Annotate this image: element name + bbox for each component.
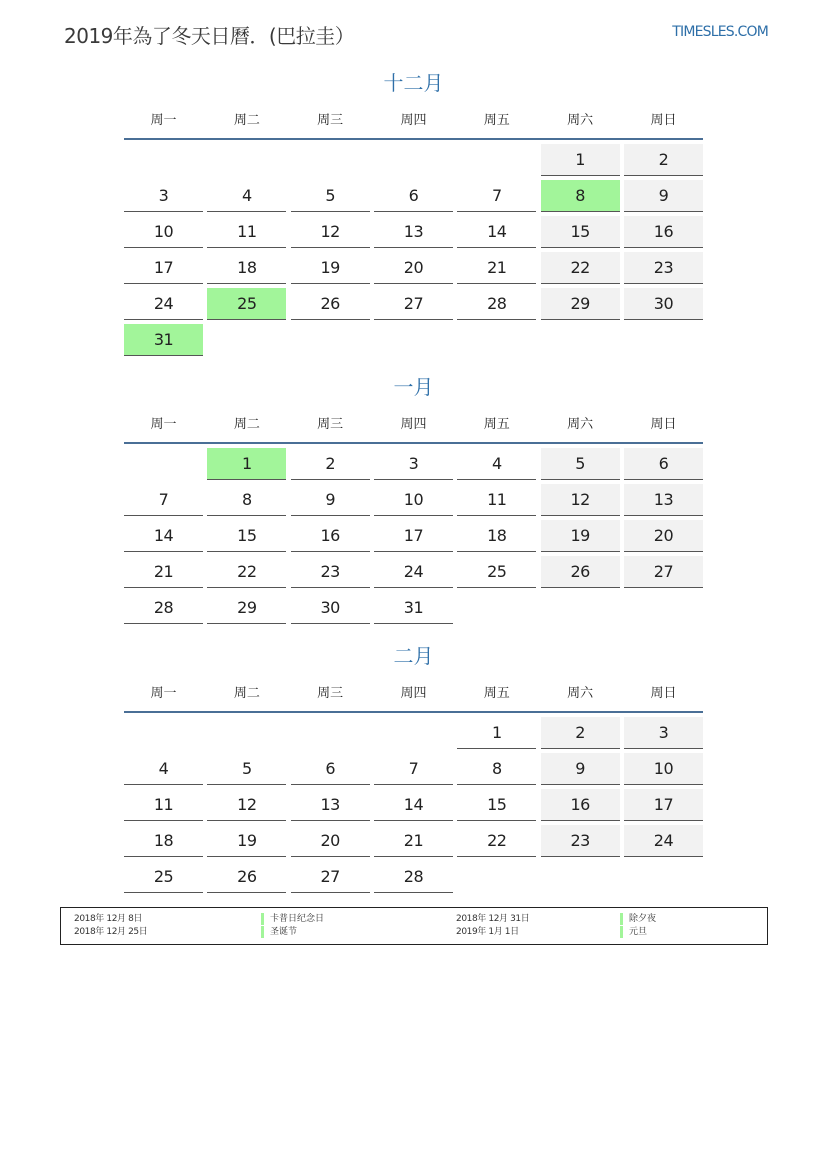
weekday-label: 周三 xyxy=(317,416,344,432)
day-cell[interactable]: 17 xyxy=(624,789,703,821)
weekday-label: 周三 xyxy=(317,685,344,701)
month-december xyxy=(124,68,703,356)
legend-holiday-name: 除夕夜 xyxy=(620,913,656,925)
holiday-day-cell[interactable]: 31 xyxy=(124,324,203,356)
day-grid xyxy=(124,717,703,893)
weekday-header xyxy=(124,671,703,713)
day-cell[interactable]: 7 xyxy=(124,484,203,516)
day-cell[interactable]: 1 xyxy=(541,144,620,176)
day-cell[interactable]: 25 xyxy=(124,861,203,893)
day-grid xyxy=(124,448,703,624)
day-cell[interactable]: 24 xyxy=(374,556,453,588)
empty-cell xyxy=(207,144,286,175)
legend-date: 2019年 1月 1日 xyxy=(456,927,519,937)
month-title: 十二月 xyxy=(383,71,444,95)
day-cell[interactable]: 15 xyxy=(207,520,286,552)
day-cell[interactable]: 2 xyxy=(624,144,703,176)
weekday-label: 周三 xyxy=(317,112,344,128)
weekday-label: 周二 xyxy=(233,685,260,701)
month-title: 二月 xyxy=(393,644,434,668)
month-title: 一月 xyxy=(393,375,434,399)
day-cell[interactable]: 22 xyxy=(457,825,536,857)
weekday-label: 周四 xyxy=(400,685,427,701)
day-cell[interactable]: 2 xyxy=(291,448,370,480)
day-cell[interactable]: 10 xyxy=(374,484,453,516)
weekday-label: 周二 xyxy=(233,416,260,432)
day-cell[interactable]: 4 xyxy=(207,180,286,212)
day-cell[interactable]: 27 xyxy=(291,861,370,893)
day-cell[interactable]: 11 xyxy=(124,789,203,821)
day-cell[interactable]: 4 xyxy=(124,753,203,785)
day-cell[interactable]: 29 xyxy=(207,592,286,624)
day-cell[interactable]: 12 xyxy=(207,789,286,821)
day-cell[interactable]: 19 xyxy=(291,252,370,284)
day-cell[interactable]: 14 xyxy=(457,216,536,248)
weekday-label: 周五 xyxy=(483,416,510,432)
day-cell[interactable]: 26 xyxy=(207,861,286,893)
day-cell[interactable]: 13 xyxy=(374,216,453,248)
day-cell[interactable]: 11 xyxy=(457,484,536,516)
legend-holiday-name: 圣诞节 xyxy=(261,926,297,938)
empty-cell xyxy=(291,717,370,748)
weekday-label: 周日 xyxy=(650,112,677,128)
weekday-header xyxy=(124,402,703,444)
day-cell[interactable]: 25 xyxy=(457,556,536,588)
day-cell[interactable]: 30 xyxy=(291,592,370,624)
day-grid xyxy=(124,144,703,356)
day-cell[interactable]: 15 xyxy=(457,789,536,821)
legend-date: 2018年 12月 25日 xyxy=(74,927,148,937)
day-cell[interactable]: 6 xyxy=(374,180,453,212)
day-cell[interactable]: 16 xyxy=(624,216,703,248)
empty-cell xyxy=(374,717,453,748)
day-cell[interactable]: 26 xyxy=(291,288,370,320)
day-cell[interactable]: 21 xyxy=(457,252,536,284)
day-cell[interactable]: 18 xyxy=(124,825,203,857)
day-cell[interactable]: 9 xyxy=(291,484,370,516)
day-cell[interactable]: 16 xyxy=(291,520,370,552)
weekday-label: 周一 xyxy=(150,416,177,432)
day-cell[interactable]: 8 xyxy=(207,484,286,516)
day-cell[interactable]: 18 xyxy=(457,520,536,552)
day-cell[interactable]: 28 xyxy=(374,861,453,893)
page-title: 2019年為了冬天日曆．(巴拉圭） xyxy=(64,24,355,48)
day-cell[interactable]: 20 xyxy=(374,252,453,284)
day-cell[interactable]: 31 xyxy=(374,592,453,624)
day-cell[interactable]: 3 xyxy=(374,448,453,480)
holiday-day-cell[interactable]: 1 xyxy=(207,448,286,480)
legend-date: 2018年 12月 31日 xyxy=(456,914,530,924)
day-cell[interactable]: 29 xyxy=(541,288,620,320)
day-cell[interactable]: 14 xyxy=(374,789,453,821)
empty-cell xyxy=(124,448,203,479)
day-cell[interactable]: 24 xyxy=(624,825,703,857)
weekday-label: 周四 xyxy=(400,416,427,432)
empty-cell xyxy=(207,717,286,748)
day-cell[interactable]: 15 xyxy=(541,216,620,248)
day-cell[interactable]: 5 xyxy=(541,448,620,480)
day-cell[interactable]: 6 xyxy=(291,753,370,785)
weekday-label: 周二 xyxy=(233,112,260,128)
day-cell[interactable]: 27 xyxy=(374,288,453,320)
day-cell[interactable]: 12 xyxy=(541,484,620,516)
weekday-label: 周一 xyxy=(150,112,177,128)
day-cell[interactable]: 23 xyxy=(624,252,703,284)
day-cell[interactable]: 7 xyxy=(457,180,536,212)
day-cell[interactable]: 3 xyxy=(624,717,703,749)
day-cell[interactable]: 20 xyxy=(291,825,370,857)
day-cell[interactable]: 19 xyxy=(541,520,620,552)
day-cell[interactable]: 10 xyxy=(624,753,703,785)
day-cell[interactable]: 8 xyxy=(457,753,536,785)
day-cell[interactable]: 28 xyxy=(124,592,203,624)
weekday-label: 周四 xyxy=(400,112,427,128)
day-cell[interactable]: 9 xyxy=(541,753,620,785)
day-cell[interactable]: 22 xyxy=(541,252,620,284)
empty-cell xyxy=(457,144,536,175)
month-february xyxy=(124,641,703,893)
day-cell[interactable]: 20 xyxy=(624,520,703,552)
holiday-day-cell[interactable]: 25 xyxy=(207,288,286,320)
day-cell[interactable]: 2 xyxy=(541,717,620,749)
site-link[interactable]: TIMESLES.COM xyxy=(672,24,768,40)
month-january xyxy=(124,372,703,624)
day-cell[interactable]: 4 xyxy=(457,448,536,480)
weekday-label: 周五 xyxy=(483,112,510,128)
day-cell[interactable]: 10 xyxy=(124,216,203,248)
day-cell[interactable]: 3 xyxy=(124,180,203,212)
day-cell[interactable]: 18 xyxy=(207,252,286,284)
day-cell[interactable]: 27 xyxy=(624,556,703,588)
weekday-label: 周六 xyxy=(567,416,594,432)
weekday-label: 周日 xyxy=(650,685,677,701)
day-cell[interactable]: 30 xyxy=(624,288,703,320)
holiday-day-cell[interactable]: 8 xyxy=(541,180,620,212)
legend-holiday-name: 卡普日纪念日 xyxy=(261,913,324,925)
day-cell[interactable]: 16 xyxy=(541,789,620,821)
empty-cell xyxy=(124,717,203,748)
day-cell[interactable]: 24 xyxy=(124,288,203,320)
day-cell[interactable]: 11 xyxy=(207,216,286,248)
weekday-label: 周六 xyxy=(567,685,594,701)
empty-cell xyxy=(124,144,203,175)
empty-cell xyxy=(374,144,453,175)
weekday-label: 周日 xyxy=(650,416,677,432)
day-cell[interactable]: 19 xyxy=(207,825,286,857)
day-cell[interactable]: 21 xyxy=(374,825,453,857)
day-cell[interactable]: 7 xyxy=(374,753,453,785)
weekday-label: 周六 xyxy=(567,112,594,128)
holiday-legend xyxy=(60,907,768,945)
day-cell[interactable]: 22 xyxy=(207,556,286,588)
day-cell[interactable]: 9 xyxy=(624,180,703,212)
day-cell[interactable]: 6 xyxy=(624,448,703,480)
day-cell[interactable]: 1 xyxy=(457,717,536,749)
day-cell[interactable]: 13 xyxy=(291,789,370,821)
day-cell[interactable]: 28 xyxy=(457,288,536,320)
day-cell[interactable]: 13 xyxy=(624,484,703,516)
day-cell[interactable]: 17 xyxy=(374,520,453,552)
weekday-label: 周五 xyxy=(483,685,510,701)
empty-cell xyxy=(291,144,370,175)
weekday-header xyxy=(124,98,703,140)
day-cell[interactable]: 26 xyxy=(541,556,620,588)
day-cell[interactable]: 21 xyxy=(124,556,203,588)
day-cell[interactable]: 12 xyxy=(291,216,370,248)
weekday-label: 周一 xyxy=(150,685,177,701)
day-cell[interactable]: 17 xyxy=(124,252,203,284)
day-cell[interactable]: 23 xyxy=(291,556,370,588)
day-cell[interactable]: 5 xyxy=(207,753,286,785)
day-cell[interactable]: 14 xyxy=(124,520,203,552)
day-cell[interactable]: 5 xyxy=(291,180,370,212)
legend-holiday-name: 元旦 xyxy=(620,926,647,938)
day-cell[interactable]: 23 xyxy=(541,825,620,857)
legend-date: 2018年 12月 8日 xyxy=(74,914,143,924)
